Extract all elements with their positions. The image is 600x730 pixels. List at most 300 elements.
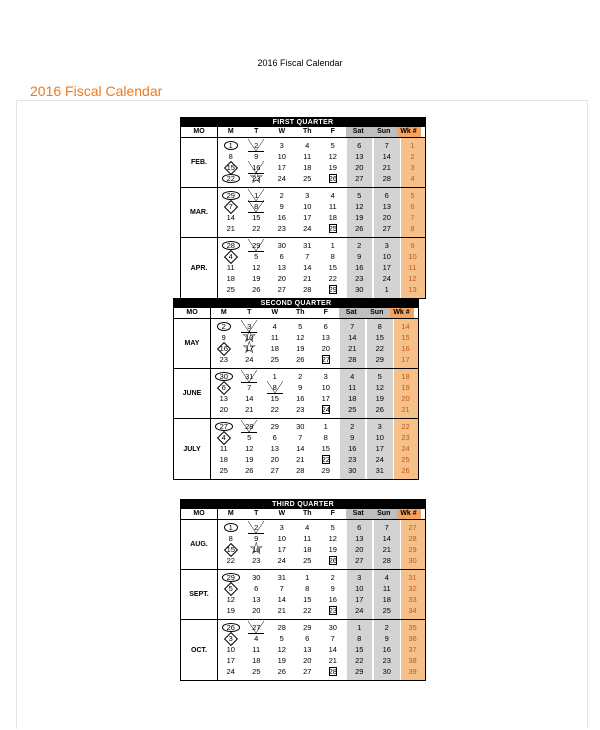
date-number: 10 bbox=[226, 645, 235, 654]
day-cell bbox=[218, 644, 244, 655]
day-cell bbox=[320, 605, 346, 616]
day-cell bbox=[244, 544, 270, 555]
header-th: Th bbox=[302, 128, 312, 135]
date-number: 7 bbox=[279, 584, 284, 593]
week-number: 26 bbox=[393, 465, 418, 476]
week-number: 27 bbox=[400, 522, 425, 533]
week-row bbox=[218, 240, 425, 251]
date-number: 8 bbox=[228, 152, 233, 161]
date-number: 5 bbox=[377, 372, 382, 381]
week-number: 32 bbox=[400, 583, 425, 594]
date-number: 17 bbox=[226, 656, 235, 665]
marked-date: 28 bbox=[328, 667, 337, 676]
day-cell bbox=[346, 666, 373, 677]
day-cell bbox=[372, 173, 400, 184]
date-number: 2 bbox=[330, 573, 335, 582]
date-number: 22 bbox=[375, 344, 384, 353]
date-number: 4 bbox=[384, 573, 389, 582]
day-cell bbox=[372, 544, 400, 555]
date-number: 27 bbox=[277, 285, 286, 294]
date-number: 22 bbox=[226, 556, 235, 565]
marked-date: 29 bbox=[226, 573, 235, 582]
date-number: 24 bbox=[226, 667, 235, 676]
date-number: 24 bbox=[303, 224, 312, 233]
day-cell bbox=[365, 454, 393, 465]
marked-date: 16 bbox=[219, 344, 228, 353]
day-cell bbox=[237, 404, 263, 415]
date-number: 29 bbox=[355, 667, 364, 676]
week-number: 17 bbox=[393, 354, 418, 365]
day-cell bbox=[269, 594, 295, 605]
day-cell bbox=[346, 240, 373, 251]
day-cell bbox=[262, 354, 288, 365]
week-number: 2 bbox=[400, 151, 425, 162]
weekday-header-row bbox=[174, 308, 418, 319]
day-cell bbox=[365, 382, 393, 393]
day-cell bbox=[320, 633, 346, 644]
day-cell bbox=[269, 223, 295, 234]
header-sun: Sun bbox=[364, 308, 390, 318]
date-number: 18 bbox=[252, 656, 261, 665]
day-cell bbox=[269, 655, 295, 666]
date-number: 18 bbox=[219, 455, 228, 464]
day-cell bbox=[346, 273, 373, 284]
day-cell bbox=[320, 284, 346, 295]
date-number: 30 bbox=[348, 466, 357, 475]
marked-date: ☆ 10 bbox=[245, 333, 253, 342]
day-cell bbox=[244, 622, 270, 633]
day-cell bbox=[218, 655, 244, 666]
day-cell bbox=[313, 443, 339, 454]
date-number: 31 bbox=[375, 466, 384, 475]
date-number: 8 bbox=[228, 534, 233, 543]
week-number: 12 bbox=[400, 273, 425, 284]
day-cell bbox=[262, 421, 288, 432]
header-w: W bbox=[278, 510, 286, 517]
date-number: 11 bbox=[270, 333, 279, 342]
day-cell bbox=[237, 421, 263, 432]
day-cell bbox=[365, 443, 393, 454]
date-number: 20 bbox=[382, 213, 391, 222]
date-number: 9 bbox=[357, 252, 362, 261]
day-cell bbox=[295, 655, 321, 666]
day-cell bbox=[288, 421, 314, 432]
day-cell bbox=[218, 223, 244, 234]
day-cell bbox=[262, 343, 288, 354]
day-cell bbox=[313, 382, 339, 393]
date-number: 14 bbox=[382, 534, 391, 543]
day-cell bbox=[339, 393, 366, 404]
day-cell bbox=[269, 644, 295, 655]
header-t: T bbox=[254, 510, 259, 517]
week-row bbox=[218, 522, 425, 533]
date-number: 30 bbox=[328, 623, 337, 632]
month-block bbox=[181, 188, 425, 238]
day-cell bbox=[218, 583, 244, 594]
week-row bbox=[211, 465, 418, 476]
date-number: 22 bbox=[328, 274, 337, 283]
date-number: 7 bbox=[247, 383, 252, 392]
day-cell bbox=[218, 212, 244, 223]
date-number: 12 bbox=[375, 383, 384, 392]
date-number: 10 bbox=[375, 433, 384, 442]
date-number: 18 bbox=[270, 344, 279, 353]
week-number: 11 bbox=[400, 262, 425, 273]
date-number: 1 bbox=[272, 372, 277, 381]
day-cell bbox=[339, 454, 366, 465]
day-cell bbox=[320, 655, 346, 666]
day-cell bbox=[372, 151, 400, 162]
week-number: 25 bbox=[393, 454, 418, 465]
day-cell bbox=[237, 443, 263, 454]
day-cell bbox=[339, 354, 366, 365]
date-number: 24 bbox=[382, 274, 391, 283]
day-cell bbox=[295, 533, 321, 544]
date-number: 17 bbox=[382, 263, 391, 272]
date-number: 13 bbox=[355, 152, 364, 161]
day-cell bbox=[269, 262, 295, 273]
date-number: 26 bbox=[277, 667, 286, 676]
date-number: 12 bbox=[355, 202, 364, 211]
day-cell bbox=[262, 454, 288, 465]
week-number: 34 bbox=[400, 605, 425, 616]
marked-date: 27 bbox=[252, 623, 261, 632]
date-number: 3 bbox=[357, 573, 362, 582]
week-row bbox=[218, 544, 425, 555]
week-number: 38 bbox=[400, 655, 425, 666]
day-cell bbox=[288, 432, 314, 443]
day-cell bbox=[313, 354, 339, 365]
date-number: 10 bbox=[355, 584, 364, 593]
date-number: 7 bbox=[330, 634, 335, 643]
day-cell bbox=[244, 201, 270, 212]
day-cell bbox=[288, 343, 314, 354]
day-cell bbox=[320, 522, 346, 533]
marked-date: 29 bbox=[328, 285, 337, 294]
quarter-table bbox=[173, 298, 419, 480]
date-number: 16 bbox=[328, 595, 337, 604]
date-number: 21 bbox=[328, 656, 337, 665]
day-cell bbox=[320, 572, 346, 583]
date-number: 5 bbox=[254, 252, 259, 261]
day-cell bbox=[295, 273, 321, 284]
date-number: 3 bbox=[279, 523, 284, 532]
day-cell bbox=[244, 583, 270, 594]
day-cell bbox=[218, 522, 244, 533]
date-number: 8 bbox=[305, 584, 310, 593]
day-cell bbox=[237, 354, 263, 365]
day-cell bbox=[313, 343, 339, 354]
day-cell bbox=[244, 273, 270, 284]
quarter-table bbox=[180, 499, 426, 681]
header-t: T bbox=[254, 128, 259, 135]
date-number: 19 bbox=[355, 213, 364, 222]
day-cell bbox=[269, 251, 295, 262]
day-cell bbox=[262, 332, 288, 343]
day-cell bbox=[346, 655, 373, 666]
week-row bbox=[211, 443, 418, 454]
day-cell bbox=[320, 583, 346, 594]
marked-date: 3 bbox=[247, 322, 252, 331]
day-cell bbox=[346, 190, 373, 201]
date-number: 4 bbox=[330, 191, 335, 200]
day-cell bbox=[365, 432, 393, 443]
day-cell bbox=[295, 555, 321, 566]
header-mo: MO bbox=[181, 127, 218, 137]
day-cell bbox=[339, 443, 366, 454]
date-number: 23 bbox=[296, 405, 305, 414]
day-cell bbox=[218, 544, 244, 555]
marked-date: ☆ 16 bbox=[252, 545, 260, 554]
day-cell bbox=[218, 605, 244, 616]
day-cell bbox=[346, 555, 373, 566]
date-number: 22 bbox=[270, 405, 279, 414]
day-cell bbox=[244, 633, 270, 644]
day-cell bbox=[339, 332, 366, 343]
day-cell bbox=[372, 240, 400, 251]
week-row bbox=[211, 371, 418, 382]
day-cell bbox=[288, 454, 314, 465]
month-block bbox=[181, 238, 425, 298]
date-number: 25 bbox=[382, 606, 391, 615]
week-row bbox=[218, 284, 425, 295]
day-cell bbox=[211, 354, 237, 365]
day-cell bbox=[320, 622, 346, 633]
week-number: 13 bbox=[400, 284, 425, 295]
day-cell bbox=[295, 666, 321, 677]
date-number: 12 bbox=[226, 595, 235, 604]
day-cell bbox=[339, 343, 366, 354]
day-cell bbox=[288, 354, 314, 365]
date-number: 10 bbox=[277, 152, 286, 161]
date-number: 13 bbox=[355, 534, 364, 543]
quarter-table bbox=[180, 117, 426, 299]
day-cell bbox=[269, 533, 295, 544]
week-number: 6 bbox=[400, 201, 425, 212]
day-cell bbox=[269, 633, 295, 644]
date-number: 7 bbox=[384, 141, 389, 150]
day-cell bbox=[244, 140, 270, 151]
date-number: 1 bbox=[305, 573, 310, 582]
marked-date: 2 bbox=[254, 141, 259, 150]
week-number: 31 bbox=[400, 572, 425, 583]
date-number: 21 bbox=[226, 224, 235, 233]
day-cell bbox=[288, 393, 314, 404]
day-cell bbox=[269, 522, 295, 533]
day-cell bbox=[372, 594, 400, 605]
day-cell bbox=[320, 212, 346, 223]
week-number: 37 bbox=[400, 644, 425, 655]
date-number: 12 bbox=[245, 444, 254, 453]
day-cell bbox=[339, 321, 366, 332]
week-number: 39 bbox=[400, 666, 425, 677]
date-number: 24 bbox=[375, 455, 384, 464]
header-sun: Sun bbox=[371, 127, 397, 137]
day-cell bbox=[269, 572, 295, 583]
week-row bbox=[218, 201, 425, 212]
date-number: 17 bbox=[277, 163, 286, 172]
marked-date: 2 bbox=[221, 322, 226, 331]
date-number: 15 bbox=[303, 595, 312, 604]
date-number: 5 bbox=[279, 634, 284, 643]
week-number: 33 bbox=[400, 594, 425, 605]
day-cell bbox=[244, 522, 270, 533]
week-row bbox=[218, 583, 425, 594]
week-row bbox=[218, 605, 425, 616]
date-number: 29 bbox=[303, 623, 312, 632]
day-cell bbox=[262, 382, 288, 393]
day-cell bbox=[320, 162, 346, 173]
day-cell bbox=[320, 666, 346, 677]
date-number: 14 bbox=[348, 333, 357, 342]
day-cell bbox=[365, 332, 393, 343]
weekday-header-row bbox=[181, 127, 425, 138]
day-cell bbox=[372, 162, 400, 173]
date-number: 13 bbox=[252, 595, 261, 604]
marked-date: ☆ 23 bbox=[252, 174, 260, 183]
month-label: MAY bbox=[174, 319, 211, 368]
marked-date: 30 bbox=[219, 372, 228, 381]
day-cell bbox=[346, 173, 373, 184]
date-number: 19 bbox=[328, 545, 337, 554]
week-number: 29 bbox=[400, 544, 425, 555]
week-number: 24 bbox=[393, 443, 418, 454]
date-number: 26 bbox=[252, 285, 261, 294]
day-cell bbox=[269, 622, 295, 633]
date-number: 23 bbox=[348, 455, 357, 464]
day-cell bbox=[320, 173, 346, 184]
date-number: 17 bbox=[303, 213, 312, 222]
week-row bbox=[218, 262, 425, 273]
day-cell bbox=[237, 382, 263, 393]
date-number: 27 bbox=[382, 224, 391, 233]
day-cell bbox=[346, 262, 373, 273]
date-number: 11 bbox=[348, 383, 357, 392]
date-number: 5 bbox=[357, 191, 362, 200]
date-number: 18 bbox=[382, 595, 391, 604]
date-number: 24 bbox=[277, 174, 286, 183]
date-number: 20 bbox=[252, 606, 261, 615]
day-cell bbox=[346, 594, 373, 605]
date-number: 25 bbox=[303, 556, 312, 565]
week-row bbox=[211, 393, 418, 404]
marked-date: 5 bbox=[228, 584, 233, 593]
day-cell bbox=[295, 162, 321, 173]
quarter-title: SECOND QUARTER bbox=[174, 299, 418, 308]
date-number: 8 bbox=[330, 252, 335, 261]
header-sat: Sat bbox=[346, 127, 372, 137]
day-cell bbox=[295, 583, 321, 594]
day-cell bbox=[365, 393, 393, 404]
day-cell bbox=[269, 544, 295, 555]
week-number: 22 bbox=[393, 421, 418, 432]
date-number: 11 bbox=[219, 444, 228, 453]
date-number: 23 bbox=[219, 355, 228, 364]
date-number: 27 bbox=[303, 667, 312, 676]
date-number: 20 bbox=[355, 545, 364, 554]
date-number: 24 bbox=[277, 556, 286, 565]
day-cell bbox=[211, 465, 237, 476]
day-cell bbox=[269, 555, 295, 566]
week-number: 10 bbox=[400, 251, 425, 262]
day-cell bbox=[372, 633, 400, 644]
day-cell bbox=[295, 605, 321, 616]
week-row bbox=[218, 273, 425, 284]
date-number: 21 bbox=[245, 405, 254, 414]
day-cell bbox=[346, 140, 373, 151]
date-number: 2 bbox=[298, 372, 303, 381]
day-cell bbox=[346, 212, 373, 223]
day-cell bbox=[211, 432, 237, 443]
day-cell bbox=[346, 644, 373, 655]
date-number: 25 bbox=[219, 466, 228, 475]
header-f: F bbox=[323, 309, 328, 316]
week-row bbox=[211, 343, 418, 354]
date-number: 30 bbox=[252, 573, 261, 582]
date-number: 25 bbox=[348, 405, 357, 414]
date-number: 23 bbox=[355, 274, 364, 283]
header-th: Th bbox=[295, 309, 305, 316]
marked-date: 28 bbox=[226, 241, 235, 250]
date-number: 10 bbox=[382, 252, 391, 261]
day-cell bbox=[295, 140, 321, 151]
date-number: 30 bbox=[382, 667, 391, 676]
day-cell bbox=[365, 343, 393, 354]
date-number: 25 bbox=[303, 174, 312, 183]
day-cell bbox=[262, 393, 288, 404]
date-number: 26 bbox=[245, 466, 254, 475]
day-cell bbox=[320, 140, 346, 151]
day-cell bbox=[244, 644, 270, 655]
day-cell bbox=[218, 201, 244, 212]
week-row bbox=[218, 622, 425, 633]
week-number: 35 bbox=[400, 622, 425, 633]
day-cell bbox=[237, 454, 263, 465]
date-number: 19 bbox=[375, 394, 384, 403]
date-number: 7 bbox=[298, 433, 303, 442]
day-cell bbox=[313, 393, 339, 404]
date-number: 29 bbox=[321, 466, 330, 475]
day-cell bbox=[339, 432, 366, 443]
week-number: 19 bbox=[393, 382, 418, 393]
date-number: 12 bbox=[328, 534, 337, 543]
day-cell bbox=[218, 173, 244, 184]
month-block bbox=[181, 520, 425, 570]
page-heading: 2016 Fiscal Calendar bbox=[30, 83, 163, 99]
date-number: 1 bbox=[330, 241, 335, 250]
header-f: F bbox=[330, 128, 335, 135]
date-number: 2 bbox=[350, 422, 355, 431]
date-number: 3 bbox=[323, 372, 328, 381]
date-number: 6 bbox=[254, 584, 259, 593]
week-row bbox=[218, 572, 425, 583]
date-number: 17 bbox=[277, 545, 286, 554]
day-cell bbox=[295, 633, 321, 644]
week-number: 36 bbox=[400, 633, 425, 644]
date-number: 15 bbox=[328, 263, 337, 272]
day-cell bbox=[372, 555, 400, 566]
week-row bbox=[211, 382, 418, 393]
date-number: 13 bbox=[321, 333, 330, 342]
date-number: 9 bbox=[384, 634, 389, 643]
day-cell bbox=[346, 251, 373, 262]
date-number: 17 bbox=[375, 444, 384, 453]
date-number: 11 bbox=[328, 202, 337, 211]
header-mo: MO bbox=[174, 308, 211, 318]
day-cell bbox=[295, 201, 321, 212]
date-number: 10 bbox=[303, 202, 312, 211]
date-number: 23 bbox=[252, 556, 261, 565]
